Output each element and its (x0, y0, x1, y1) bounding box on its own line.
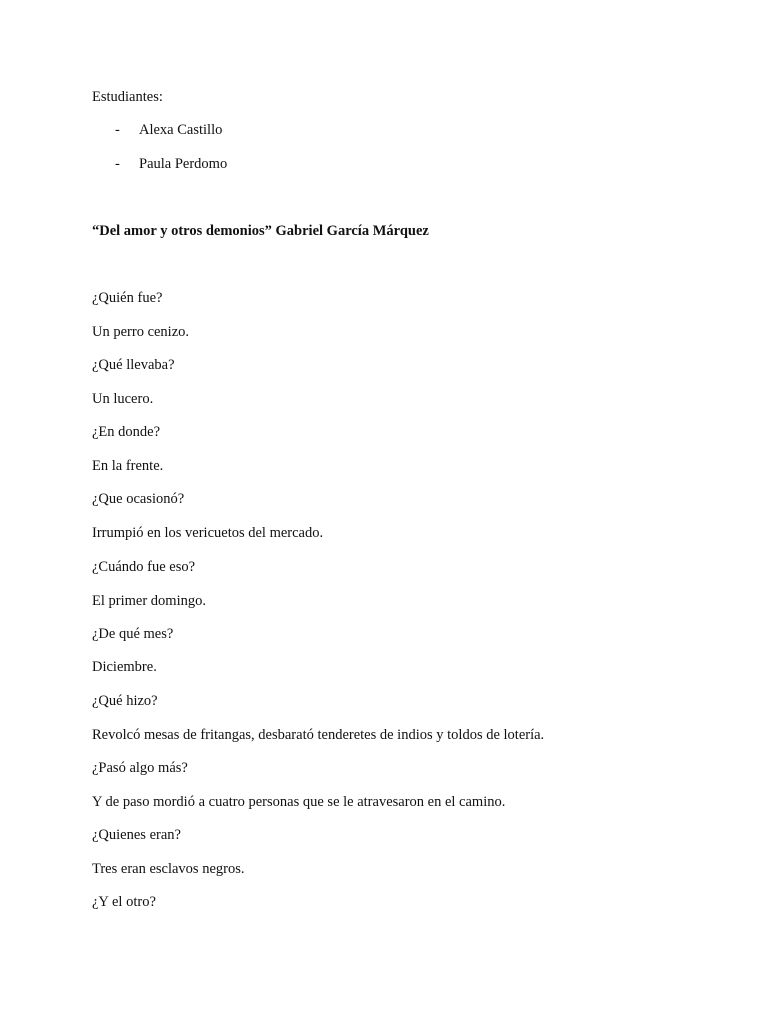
answer: Y de paso mordió a cuatro personas que se le atravesaron en el camino. (92, 794, 506, 810)
answer: Diciembre. (92, 659, 157, 675)
question: ¿Pasó algo más? (92, 760, 188, 776)
question: ¿Y el otro? (92, 894, 156, 910)
question: ¿Que ocasionó? (92, 491, 185, 507)
question: ¿Qué hizo? (92, 693, 158, 709)
document-title: “Del amor y otros demonios” Gabriel García Márquez (92, 223, 429, 239)
students-label: Estudiantes: (92, 89, 163, 105)
student-name: Alexa Castillo (139, 122, 223, 138)
question: ¿Qué llevaba? (92, 357, 175, 373)
question: ¿Cuándo fue eso? (92, 559, 196, 575)
answer: Tres eran esclavos negros. (92, 861, 245, 877)
question: ¿Quienes eran? (92, 827, 181, 843)
list-bullet: - (115, 156, 120, 172)
list-bullet: - (115, 122, 120, 138)
answer: El primer domingo. (92, 593, 206, 609)
student-name: Paula Perdomo (139, 156, 228, 172)
answer: En la frente. (92, 458, 164, 474)
answer: Un perro cenizo. (92, 324, 190, 340)
question: ¿Quién fue? (92, 290, 163, 306)
answer: Revolcó mesas de fritangas, desbarató tenderetes de indios y toldos de lotería. (92, 727, 545, 743)
question: ¿En donde? (92, 424, 161, 440)
answer: Un lucero. (92, 391, 154, 407)
answer: Irrumpió en los vericuetos del mercado. (92, 525, 324, 541)
question: ¿De qué mes? (92, 626, 174, 642)
